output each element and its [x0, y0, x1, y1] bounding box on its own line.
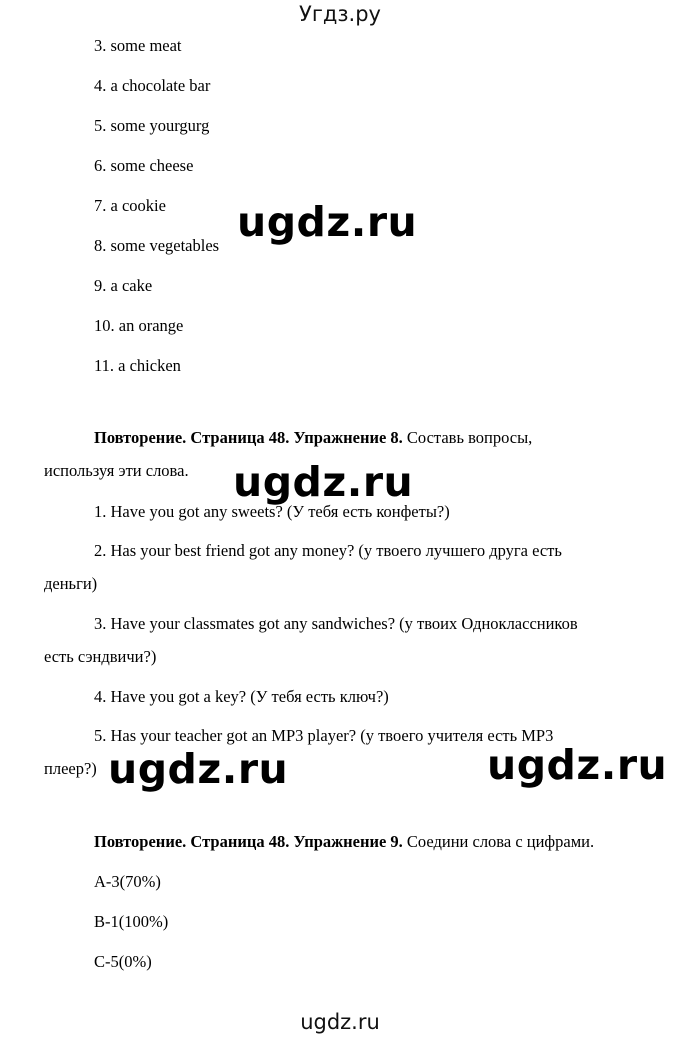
- exercise8-question-3-cont: есть сэндвичи?): [44, 647, 157, 666]
- site-footer[interactable]: ugdz.ru: [300, 1010, 380, 1034]
- watermark: ugdz.ru: [233, 458, 414, 506]
- list-item: 9. a cake: [94, 276, 153, 295]
- exercise8-question-5: 5. Has your teacher got an MP3 player? (у твоего учителя есть MP3: [94, 726, 554, 745]
- exercise9-answer: B-1(100%): [94, 912, 169, 931]
- exercise9-answer: A-3(70%): [94, 872, 161, 891]
- exercise9-heading-bold: Повторение. Страница 48. Упражнение 9.: [94, 832, 403, 851]
- list-item: 7. a cookie: [94, 196, 166, 215]
- exercise9-heading: [94, 832, 594, 852]
- watermark: ugdz.ru: [237, 198, 418, 246]
- list-item: 5. some yourgurg: [94, 116, 210, 135]
- exercise8-question-2: 2. Has your best friend got any money? (у твоего лучшего друга есть: [94, 541, 562, 560]
- exercise8-heading-cont: используя эти слова.: [44, 461, 189, 480]
- watermark: ugdz.ru: [108, 745, 289, 793]
- list-item: 4. a chocolate bar: [94, 76, 211, 95]
- exercise8-question-2-cont: деньги): [44, 574, 98, 593]
- list-item: 3. some meat: [94, 36, 182, 55]
- exercise8-question-1: 1. Have you got any sweets? (У тебя есть конфеты?): [94, 502, 450, 521]
- list-item: 8. some vegetables: [94, 236, 220, 255]
- exercise8-question-3: 3. Have your classmates got any sandwiches? (у твоих Одноклассников: [94, 614, 578, 633]
- exercise8-heading-rest: Составь вопросы,: [402, 428, 533, 447]
- list-item: 10. an orange: [94, 316, 184, 335]
- exercise8-question-4: 4. Have you got a key? (У тебя есть ключ?): [94, 687, 389, 706]
- exercise9-heading-rest: Соедини слова с цифрами.: [402, 832, 595, 851]
- list-item: 11. a chicken: [94, 356, 181, 375]
- list-item: 6. some cheese: [94, 156, 194, 175]
- watermark: ugdz.ru: [487, 741, 668, 789]
- site-header: Угдз.ру: [299, 2, 381, 26]
- exercise8-heading-bold: Повторение. Страница 48. Упражнение 8.: [94, 428, 403, 447]
- exercise9-answer: C-5(0%): [94, 952, 152, 971]
- exercise8-question-5-cont: плеер?): [44, 759, 97, 778]
- exercise8-heading: [94, 428, 532, 448]
